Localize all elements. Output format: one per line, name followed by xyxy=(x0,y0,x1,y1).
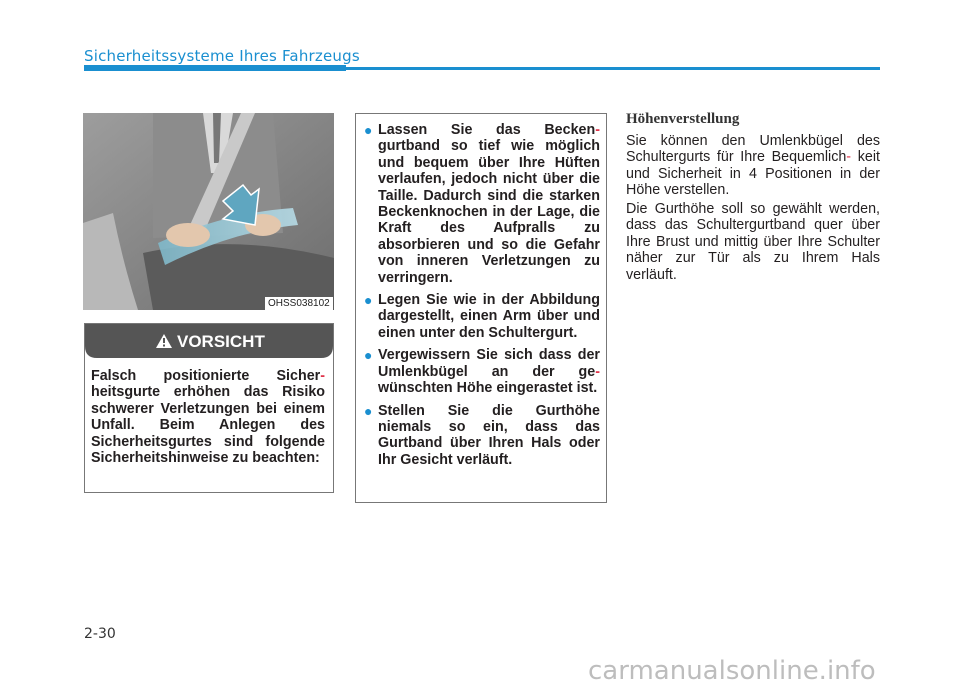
seatbelt-photo xyxy=(83,113,334,310)
watermark: carmanualsonline.info xyxy=(588,656,876,686)
section-title: Sicherheitssysteme Ihres Fahrzeugs xyxy=(84,47,360,65)
bullet-icon: ● xyxy=(364,292,373,309)
bullet-icon: ● xyxy=(364,402,373,419)
safety-bullet-list xyxy=(355,113,607,503)
height-adjust-heading: Höhenverstellung xyxy=(626,111,740,127)
height-adjust-paragraph-2: Die Gurthöhe soll so gewählt werden, dass das Schultergurtband quer über Ihre Brust und mittig über Ihre Schulter näher zur Tür als zu Ihrem Hals verläuft. xyxy=(626,201,880,283)
list-item: ● Legen Sie wie in der Abbildung dargestellt, einen Arm über und einen unter den Schultergurt. xyxy=(364,292,600,341)
list-item: ● Lassen Sie das Becken- gurtband so tief wie möglich und bequem über Ihre Hüften verlaufen, jedoch nicht über die Taille. Dadurch sind die starken Beckenknochen in der Lage, die Kraft des Aufpralls zu absorbieren und so die Gefahr von inneren Verletzungen zu verringern. xyxy=(364,122,600,286)
figure-code: OHSS038102 xyxy=(265,297,333,310)
list-item: ● Vergewissern Sie sich dass der Umlenkbügel an der ge- wünschten Höhe eingerastet ist. xyxy=(364,347,600,397)
bullet-icon: ● xyxy=(364,122,373,138)
page-number: 2-30 xyxy=(84,626,116,642)
list-item: ● Stellen Sie die Gurthöhe niemals so ein, dass das Gurtband über Ihren Hals oder Ihr Gesicht verläuft. xyxy=(364,402,600,468)
caution-text: Falsch positionierte Sicher- heitsgurte erhöhen das Risiko schwerer Verletzungen bei einem Unfall. Beim Anlegen des Sicherheitsgurtes sind folgende Sicherheitshinweise zu beachten: xyxy=(91,368,325,467)
height-adjust-paragraph-1: Sie können den Umlenkbügel des Schultergurts für Ihre Bequemlich- keit und Sicherheit in 4 Positionen in der Höhe verstellen. xyxy=(626,133,880,199)
caution-box xyxy=(84,323,334,493)
caution-title: VORSICHT xyxy=(177,332,265,351)
header-rule-accent xyxy=(84,65,346,71)
bullet-icon: ● xyxy=(364,347,373,364)
